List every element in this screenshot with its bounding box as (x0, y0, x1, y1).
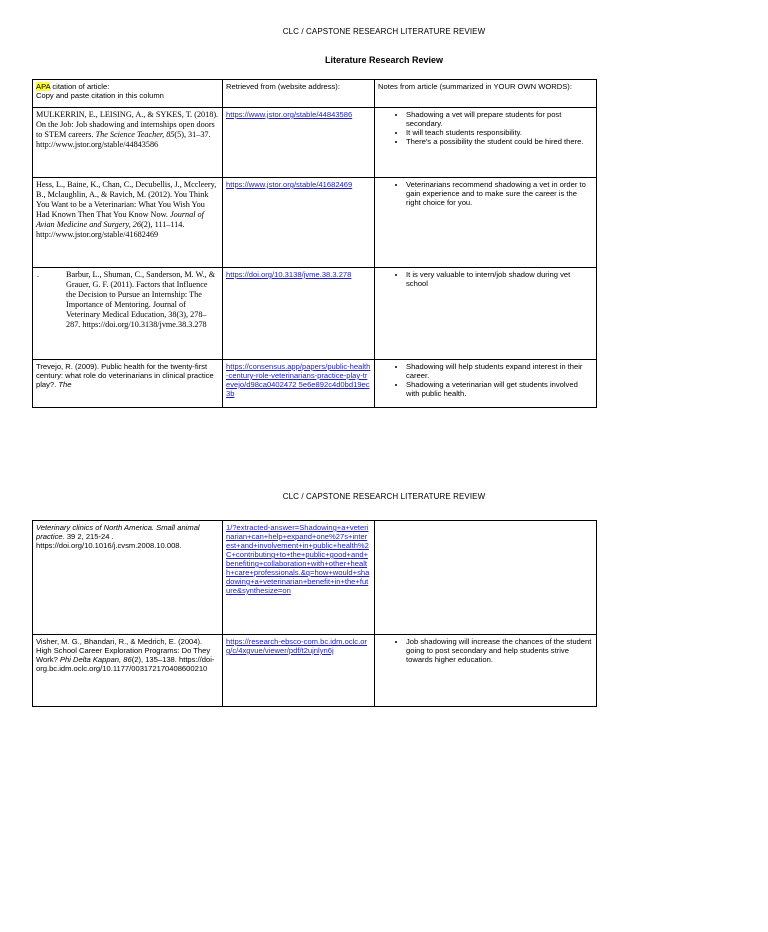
citation-text: Barbur, L., Shuman, C., Sanderson, M. W., & Grauer, G. F. (2011). Factors that Influence the Decision to Pursue an Internship: The Importance of Mentoring. Journal of Veterinary Medical Education, 38(3), 278–287. https://doi.org/10.3138/jvme.38.3.278 (66, 270, 216, 329)
source-link[interactable]: https://consensus.app/papers/public-health-century-role-veterinarians-practice-play-trevejo/d98ca0402472 5e6e892c4d0bd19ec3b (226, 362, 371, 398)
citation-prefix: . (37, 270, 40, 279)
notes-cell (375, 521, 597, 635)
table-row (33, 360, 597, 408)
column-header-citation-text: citation of article: (50, 82, 110, 91)
citation-journal: Journal of Avian Medicine and Surgery, 26 (36, 210, 204, 229)
source-link[interactable]: https://www.jstor.org/stable/41682469 (226, 180, 353, 189)
notes-cell (375, 108, 597, 178)
table-row (33, 635, 597, 707)
citation-journal: Veterinary clinics of North America. Small animal practice (36, 523, 200, 541)
citation-cell (33, 360, 223, 408)
page-header: CLC / CAPSTONE RESEARCH LITERATURE REVIEW (282, 492, 486, 501)
citation-text-end: (5), 31–37. http://www.jstor.org/stable/44843586 (36, 130, 211, 149)
citation-journal: The Science Teacher, 85 (95, 130, 175, 139)
notes-list (378, 637, 593, 664)
note-item: • Job shadowing will increase the chances of the student going to post secondary and help students strive towards higher education. (406, 637, 593, 664)
source-link[interactable]: https://doi.org/10.3138/jvme.38.3.278 (226, 270, 352, 279)
citation-text-end: . 39 2, 215-24 . https://doi.org/10.1016/j.cvsm.2008.10.008. (36, 532, 182, 550)
page-header: CLC / CAPSTONE RESEARCH LITERATURE REVIEW (282, 27, 486, 36)
apa-highlight: APA (36, 82, 51, 91)
source-link[interactable]: 1/?extracted-answer=Shadowing+a+veterinarian+can+help+expand+one%27s+interest+and+involvement+in+public+health%2C+contributing+to+the+public+good+and+benefiting+collaboration+with+other+health+care+professionals.&q=how+would+shadowing+a+veterinarian+benefit+in+the+future&synthesize=on (226, 523, 370, 595)
citation-cell (33, 178, 223, 268)
source-link[interactable]: https://research-ebsco-com.bc.idm.oclc.org/c/4xgvue/viewer/pdf/t2ujnlyn6j (226, 637, 367, 655)
notes-list (378, 110, 593, 146)
citation-text: Visher, M. G., Bhandari, R., & Medrich, E. (2004). High School Career Exploration Programs: Do They Work? (36, 637, 211, 664)
table-row (33, 178, 597, 268)
citation-journal: The (58, 380, 72, 389)
notes-cell (375, 268, 597, 360)
column-header-notes: Notes from article (summarized in YOUR OWN WORDS): (375, 80, 597, 108)
column-header-citation (33, 80, 223, 108)
column-header-citation-instructions: Copy and paste citation in this column (36, 91, 164, 100)
literature-table (32, 79, 597, 408)
citation-text-end: (2), 111–114. http://www.jstor.org/stable/41682469 (36, 220, 185, 239)
table-row (33, 108, 597, 178)
citation-text-end: (2), 135–138. https://doi-org.bc.idm.oclc.org/10.1177/003172170408600210 (36, 655, 215, 673)
table-row (33, 521, 597, 635)
notes-list (378, 180, 593, 207)
citation-cell (33, 268, 223, 360)
url-cell (223, 360, 375, 408)
url-cell (223, 178, 375, 268)
notes-list (378, 362, 593, 398)
literature-table-continued (32, 520, 597, 707)
citation-text: Trevejo, R. (2009). Public health for the twenty-first century: what role do veterinarians in clinical practice play?. (36, 362, 214, 389)
citation-cell (33, 635, 223, 707)
notes-cell (375, 635, 597, 707)
note-item: • It will teach students responsibility. (406, 128, 593, 137)
column-header-url: Retrieved from (website address): (223, 80, 375, 108)
note-item: • It is very valuable to intern/job shadow during vet school (406, 270, 593, 288)
url-cell (223, 635, 375, 707)
url-cell (223, 521, 375, 635)
url-cell (223, 108, 375, 178)
notes-list (378, 270, 593, 288)
url-cell (223, 268, 375, 360)
citation-journal: Phi Delta Kappan, 86 (59, 655, 132, 664)
note-item: • Shadowing will help students expand interest in their career. (406, 362, 593, 380)
table-row (33, 268, 597, 360)
notes-cell (375, 178, 597, 268)
note-item: • Veterinarians recommend shadowing a vet in order to gain experience and to make sure the career is the right choice for you. (406, 180, 593, 207)
source-link[interactable]: https://www.jstor.org/stable/44843586 (226, 110, 353, 119)
citation-text: Hess, L., Baine, K., Chan, C., Decubellis, J., Mccleery, B., Mclaughlin, A., & Ravich, M. (2012). You Think You Want to be a Veterinarian: What You Wish You Had Known Then That You Know Now. (36, 180, 217, 219)
citation-text: MULKERRIN, E., LEISING, A., & SYKES, T. (2018). On the Job: Job shadowing and internships open doors to STEM careers. (36, 110, 219, 139)
note-item: • Shadowing a veterinarian will get students involved with public health. (406, 380, 593, 398)
page-title: Literature Research Review (324, 55, 444, 65)
note-item: • There's a possibility the student could be hired there. (406, 137, 593, 146)
citation-cell (33, 108, 223, 178)
table-header-row (33, 80, 597, 108)
notes-cell (375, 360, 597, 408)
citation-cell (33, 521, 223, 635)
note-item: • Shadowing a vet will prepare students for post secondary. (406, 110, 593, 128)
